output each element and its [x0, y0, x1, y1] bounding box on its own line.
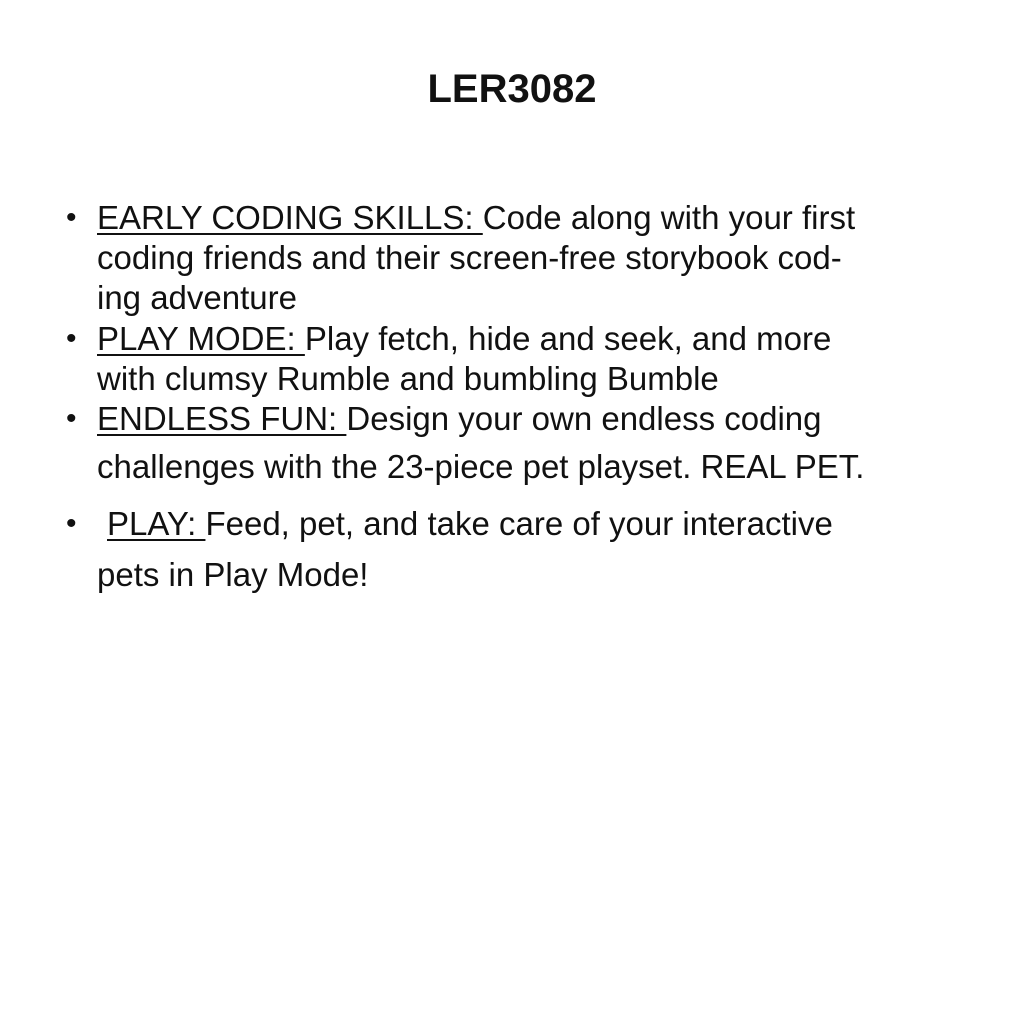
document-title: LER3082	[427, 67, 597, 111]
feature-text: Design your own endless coding	[346, 400, 822, 437]
feature-text: Play fetch, hide and seek, and more	[304, 320, 832, 357]
feature-label: PLAY MODE:	[97, 320, 305, 357]
feature-text: challenges with the 23-piece pet playset. REAL PET.	[97, 448, 865, 485]
bullet-dot-icon: •	[66, 201, 77, 234]
feature-item-early-coding	[66, 198, 977, 318]
feature-text: with clumsy Rumble and bumbling Bumble	[97, 360, 719, 397]
feature-label: ENDLESS FUN:	[97, 400, 347, 437]
bullet-dot-icon: •	[66, 402, 77, 435]
feature-item-endless-fun	[66, 399, 977, 487]
feature-text: pets in Play Mode!	[97, 556, 369, 593]
feature-item-play-mode	[66, 319, 977, 399]
feature-item-play	[66, 504, 977, 595]
feature-text: ing adventure	[97, 279, 297, 316]
feature-text: Feed, pet, and take care of your interactive	[205, 505, 833, 542]
feature-label: EARLY CODING SKILLS:	[97, 199, 483, 236]
bullet-dot-icon: •	[66, 507, 77, 540]
bullet-dot-icon: •	[66, 322, 77, 355]
feature-text: Code along with your first	[482, 199, 856, 236]
feature-text: coding friends and their screen-free storybook cod-	[97, 239, 842, 276]
feature-label: PLAY:	[107, 505, 206, 542]
